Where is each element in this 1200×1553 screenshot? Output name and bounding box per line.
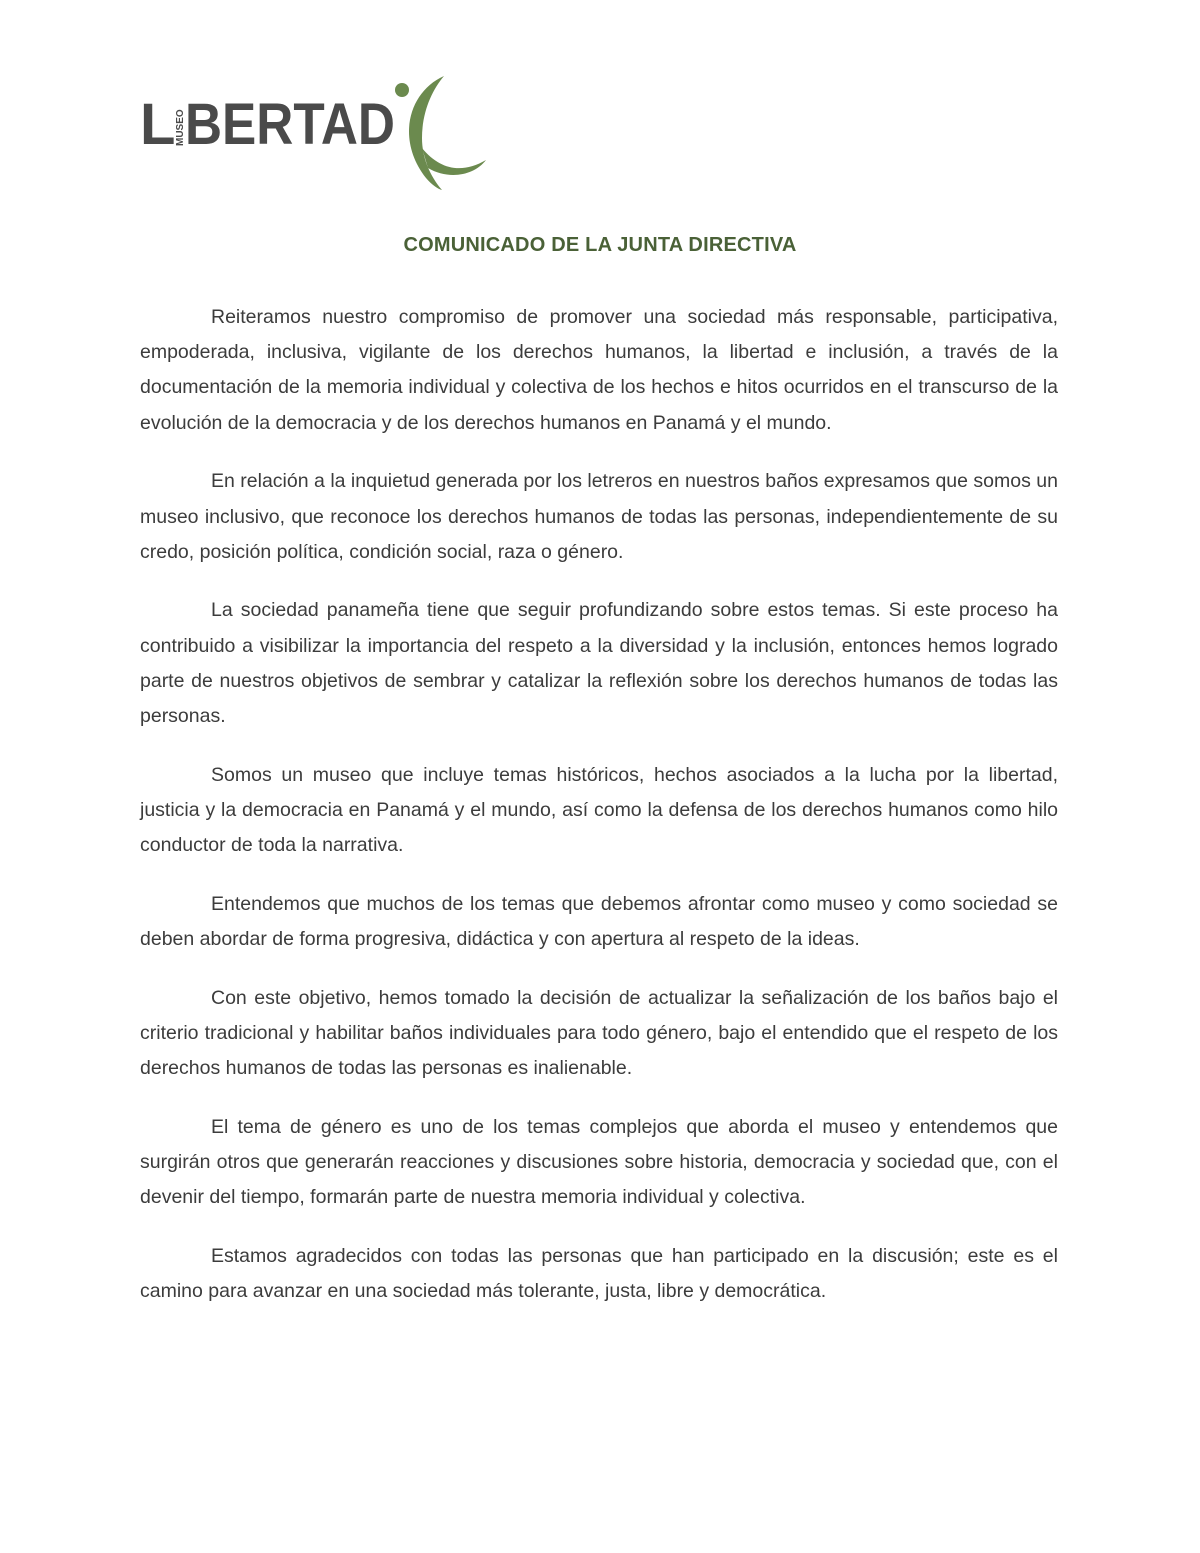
paragraph: Reiteramos nuestro compromiso de promover una sociedad más responsable, participativa, empoderada, inclusiva, vigilante de los derechos humanos, la libertad e inclusión, a través de la documentación de la memoria individual y colectiva de los hechos e hitos ocurridos en el transcurso de la evolución de la democracia y de los derechos humanos en Panamá y el mundo. xyxy=(140,306,1058,434)
paragraph: En relación a la inquietud generada por los letreros en nuestros baños expresamos que somos un museo inclusivo, que reconoce los derechos humanos de todas las personas, independientemente de su credo, posición política, condición social, raza o género. xyxy=(140,470,1058,563)
document-body xyxy=(140,300,1058,1333)
logo-letters-bertad: BERTAD xyxy=(185,92,395,157)
paragraph: El tema de género es uno de los temas complejos que aborda el museo y entendemos que surgirán otros que generarán reacciones y discusiones sobre historia, democracia y sociedad que, con el devenir del tiempo, formarán parte de nuestra memoria individual y colectiva. xyxy=(140,1115,1058,1209)
logo-letter-l: L xyxy=(140,92,176,157)
paragraph: Somos un museo que incluye temas históricos, hechos asociados a la lucha por la libertad, justicia y la democracia en Panamá y el mundo, así como la defensa de los derechos humanos como hilo conductor de toda la narrativa. xyxy=(140,763,1058,857)
paragraph: La sociedad panameña tiene que seguir profundizando sobre estos temas. Si este proceso ha contribuido a visibilizar la importancia del respeto a la diversidad y la inclusión, entonces hemos logrado parte de nuestros objetivos de sembrar y catalizar la reflexión sobre los derechos humanos de todas las personas. xyxy=(140,599,1058,728)
document-title: COMUNICADO DE LA JUNTA DIRECTIVA xyxy=(403,234,797,256)
museo-libertad-logo xyxy=(140,70,490,195)
logo-crescent-icon xyxy=(409,76,444,190)
paragraph: Estamos agradecidos con todas las personas que han participado en la discusión; este es el camino para avanzar en una sociedad más tolerante, justa, libre y democrática. xyxy=(140,1244,1058,1303)
logo-small-text: MUSEO xyxy=(175,109,186,146)
logo-swoosh-icon xyxy=(422,148,486,175)
paragraph: Entendemos que muchos de los temas que debemos afrontar como museo y como sociedad se deben abordar de forma progresiva, didáctica y con apertura al respeto de la ideas. xyxy=(140,892,1058,951)
paragraph: Con este objetivo, hemos tomado la decisión de actualizar la señalización de los baños bajo el criterio tradicional y habilitar baños individuales para todo género, bajo el entendido que el respeto de los derechos humanos de todas las personas es inalienable. xyxy=(140,986,1058,1080)
logo-figure-head-icon xyxy=(395,83,409,97)
